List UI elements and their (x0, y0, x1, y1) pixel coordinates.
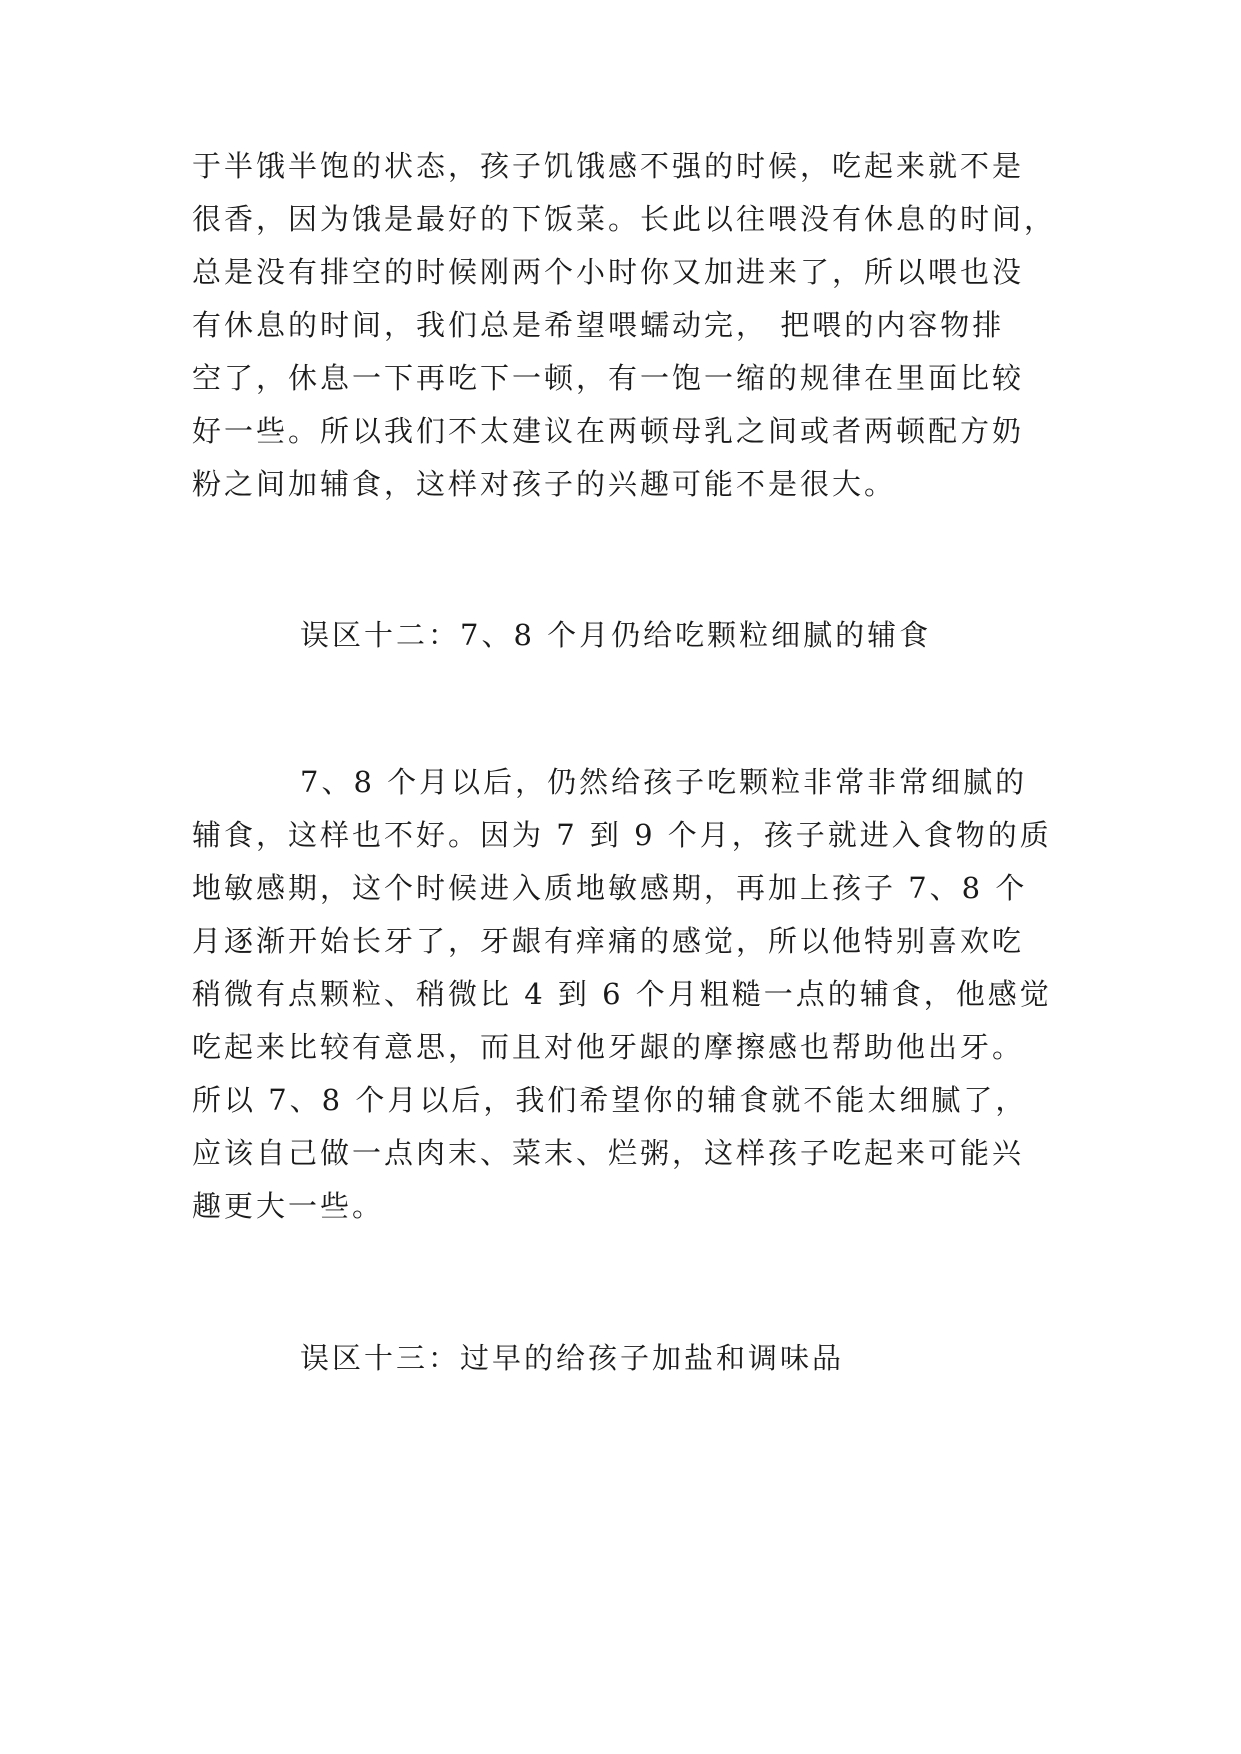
paragraph-line: 粉之间加辅食，这样对孩子的兴趣可能不是很大。 (192, 467, 897, 501)
paragraph-line: 吃起来比较有意思，而且对他牙龈的摩擦感也帮助他出牙。 (192, 1030, 1025, 1064)
paragraph-line: 趣更大一些。 (192, 1189, 385, 1223)
paragraph-line: 于半饿半饱的状态，孩子饥饿感不强的时候，吃起来就不是 (192, 149, 1025, 183)
section-heading: 误区十三：过早的给孩子加盐和调味品 (300, 1341, 845, 1375)
paragraph-line: 应该自己做一点肉末、菜末、烂粥，这样孩子吃起来可能兴 (192, 1136, 1025, 1170)
paragraph-line: 很香，因为饿是最好的下饭菜。长此以往喂没有休息的时间， (192, 202, 1057, 236)
paragraph-line: 月逐渐开始长牙了，牙龈有痒痛的感觉，所以他特别喜欢吃 (192, 924, 1025, 958)
paragraph-line: 空了，休息一下再吃下一顿，有一饱一缩的规律在里面比较 (192, 361, 1025, 395)
paragraph-line: 辅食，这样也不好。因为 7 到 9 个月，孩子就进入食物的质 (192, 818, 1052, 852)
paragraph-line: 7、8 个月以后，仍然给孩子吃颗粒非常非常细腻的 (300, 765, 1028, 799)
paragraph-line: 有休息的时间，我们总是希望喂蠕动完， 把喂的内容物排 (192, 308, 1005, 342)
paragraph-line: 所以 7、8 个月以后，我们希望你的辅食就不能太细腻了， (192, 1083, 1028, 1117)
section-heading: 误区十二：7、8 个月仍给吃颗粒细腻的辅食 (300, 618, 932, 652)
paragraph-line: 稍微有点颗粒、稍微比 4 到 6 个月粗糙一点的辅食，他感觉 (192, 977, 1052, 1011)
paragraph-line: 地敏感期，这个时候进入质地敏感期，再加上孩子 7、8 个 (192, 871, 1028, 905)
paragraph-line: 好一些。所以我们不太建议在两顿母乳之间或者两顿配方奶 (192, 414, 1025, 448)
paragraph-line: 总是没有排空的时候刚两个小时你又加进来了，所以喂也没 (192, 255, 1025, 289)
